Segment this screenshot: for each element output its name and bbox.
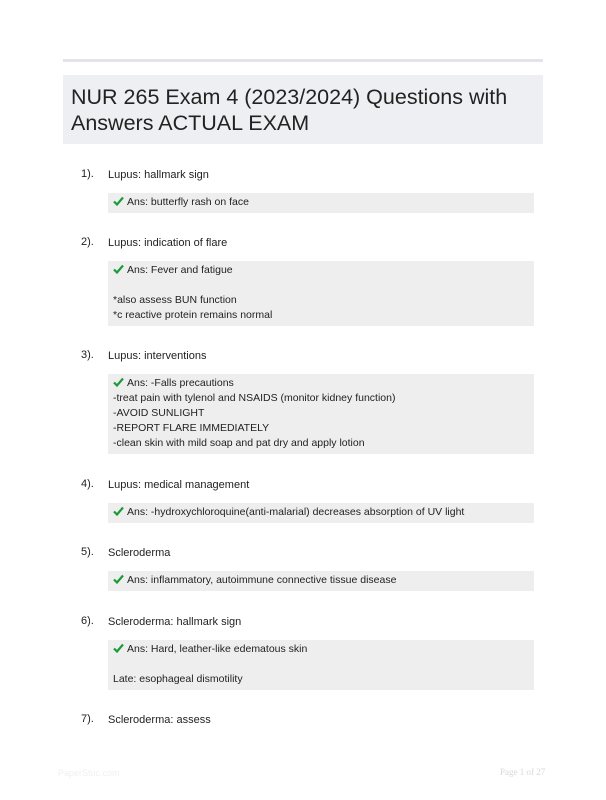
answer-text: Ans: -hydroxychloroquine(anti-malarial) decreases absorption of UV light <box>127 506 465 518</box>
answer-text: Ans: Fever and fatigue <box>127 264 233 276</box>
answer-line <box>113 195 529 210</box>
watermark-text: PaperStuc.com <box>58 768 120 778</box>
question-number: 3). <box>81 349 94 361</box>
answer-line: -treat pain with tylenol and NSAIDS (monitor kidney function) <box>113 392 396 404</box>
check-icon <box>113 377 124 387</box>
answer-line <box>113 505 529 520</box>
question-text: Lupus: interventions <box>108 350 207 362</box>
answer-line <box>113 642 529 657</box>
answer-line <box>113 657 529 672</box>
answer-box <box>108 571 534 591</box>
answer-box <box>108 640 534 690</box>
answer-line: *c reactive protein remains normal <box>113 309 273 321</box>
check-icon <box>113 196 124 206</box>
top-divider <box>63 59 543 62</box>
check-icon <box>113 574 124 584</box>
question-text: Lupus: indication of flare <box>108 237 228 249</box>
check-icon <box>113 264 124 274</box>
answer-line: Late: esophageal dismotility <box>113 673 243 685</box>
question-text: Lupus: hallmark sign <box>108 169 209 181</box>
answer-text: Ans: butterfly rash on face <box>127 196 249 208</box>
answer-line <box>113 263 529 278</box>
page-title: NUR 265 Exam 4 (2023/2024) Questions with Answers ACTUAL EXAM <box>71 85 508 135</box>
answer-box <box>108 193 534 213</box>
page-number: Page 1 of 27 <box>500 767 546 777</box>
check-icon <box>113 643 124 653</box>
check-icon <box>113 506 124 516</box>
question-text: Lupus: medical management <box>108 479 250 491</box>
title-banner <box>63 75 543 144</box>
question-number: 4). <box>81 478 94 490</box>
question-text: Scleroderma: assess <box>108 714 211 726</box>
answer-line: -REPORT FLARE IMMEDIATELY <box>113 422 270 434</box>
answer-line: -AVOID SUNLIGHT <box>113 407 205 419</box>
answer-line: *also assess BUN function <box>113 294 237 306</box>
answer-box <box>108 503 534 523</box>
answer-line <box>113 376 529 391</box>
question-text: Scleroderma <box>108 547 171 559</box>
question-number: 6). <box>81 615 94 627</box>
question-text: Scleroderma: hallmark sign <box>108 616 242 628</box>
answer-line <box>113 278 529 293</box>
question-number: 5). <box>81 546 94 558</box>
answer-line: -clean skin with mild soap and pat dry and apply lotion <box>113 437 365 449</box>
answer-text: Ans: -Falls precautions <box>127 377 234 389</box>
answer-box <box>108 374 534 454</box>
question-number: 2). <box>81 236 94 248</box>
answer-box <box>108 261 534 326</box>
answer-line <box>113 573 529 588</box>
question-number: 7). <box>81 713 94 725</box>
answer-text: Ans: inflammatory, autoimmune connective tissue disease <box>127 574 397 586</box>
answer-text: Ans: Hard, leather-like edematous skin <box>127 643 308 655</box>
question-number: 1). <box>81 168 94 180</box>
